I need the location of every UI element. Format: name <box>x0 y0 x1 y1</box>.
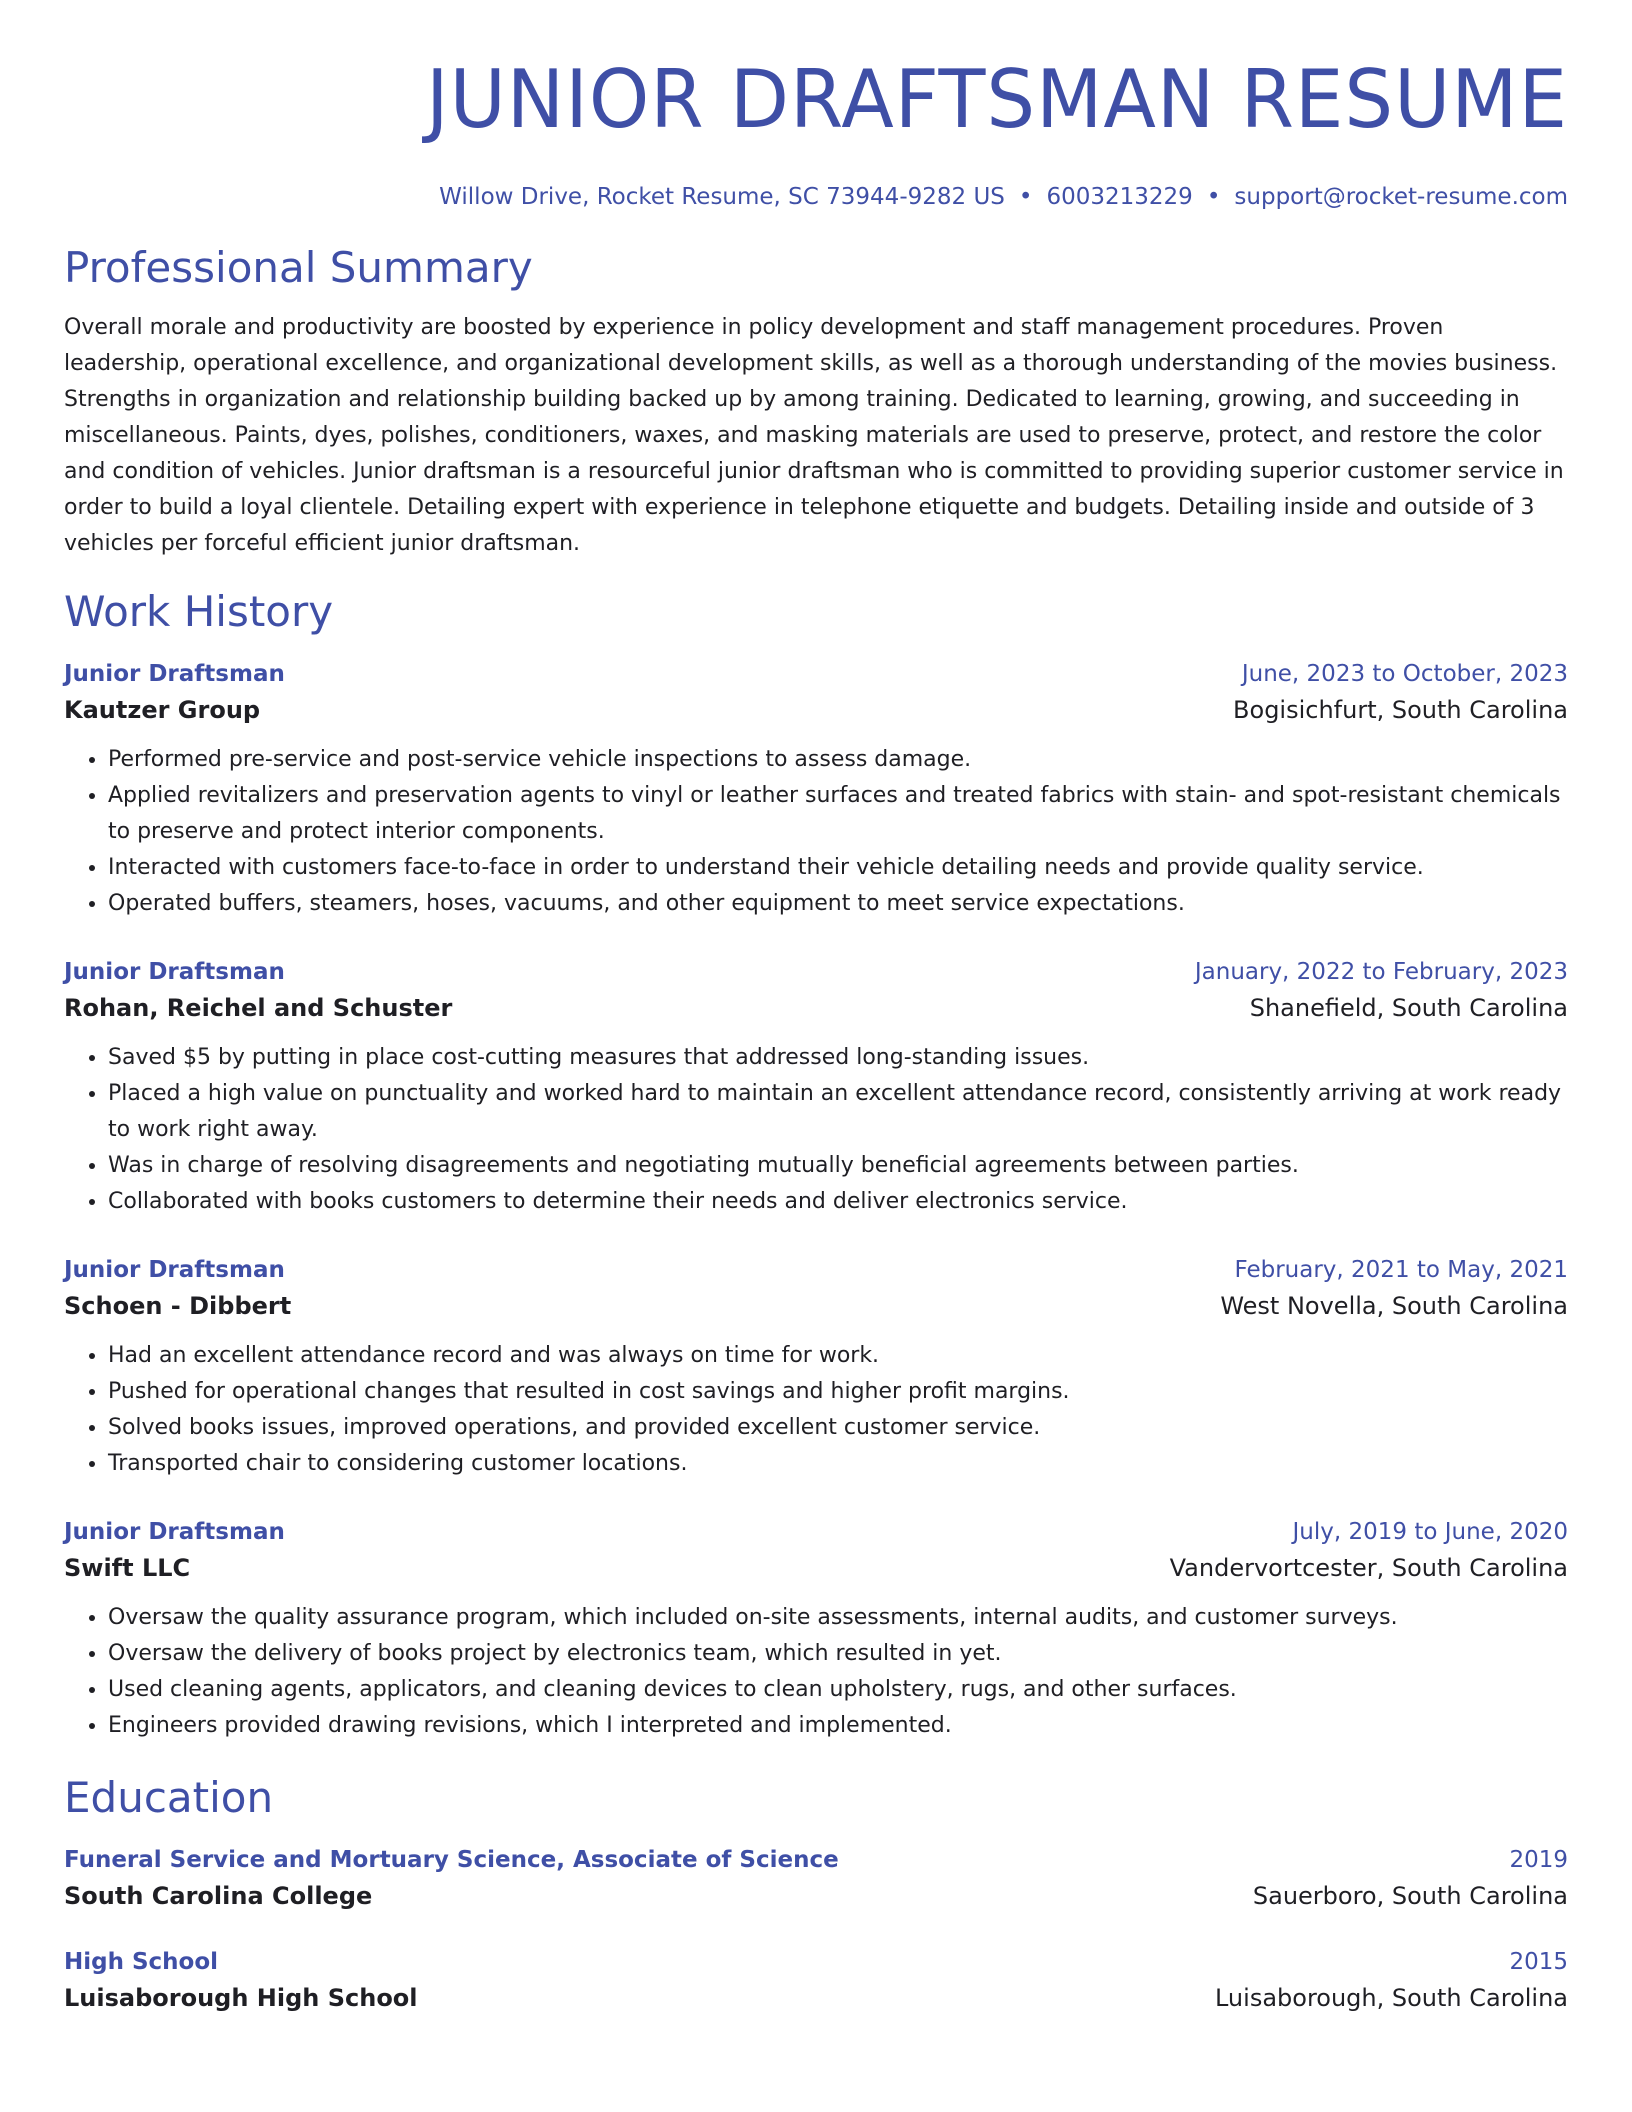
education-location: Luisaborough, South Carolina <box>1214 1984 1568 2012</box>
education-section <box>64 1772 1568 2018</box>
job-company: Schoen - Dibbert <box>64 1292 292 1320</box>
contact-separator: • <box>1018 184 1033 210</box>
job-company: Rohan, Reichel and Schuster <box>64 994 453 1022</box>
job-location: Bogisichfurt, South Carolina <box>1233 696 1568 724</box>
contact-address: Willow Drive, Rocket Resume, SC 73944-9282 US <box>439 184 1005 210</box>
work-history-section <box>64 586 1568 1744</box>
education-entry <box>64 1844 1568 1916</box>
job-bullets <box>64 1338 1568 1482</box>
job-location: Vandervortcester, South Carolina <box>1169 1554 1568 1582</box>
job-entry <box>64 1516 1568 1744</box>
job-title: Junior Draftsman <box>64 661 285 687</box>
contact-email[interactable]: support@rocket-resume.com <box>1234 184 1568 210</box>
job-company: Kautzer Group <box>64 696 261 724</box>
education-degree: Funeral Service and Mortuary Science, Associate of Science <box>64 1847 839 1873</box>
job-bullet: • Placed a high value on punctuality and worked hard to maintain an excellent attendance record, consistently arriving at work ready to work right away. <box>108 1076 1568 1148</box>
contact-separator: • <box>1206 184 1221 210</box>
education-year: 2015 <box>1509 1949 1568 1975</box>
job-location: Shanefield, South Carolina <box>1249 994 1568 1022</box>
job-bullet: • Oversaw the delivery of books project by electronics team, which resulted in yet. <box>108 1636 1568 1672</box>
job-bullet: • Was in charge of resolving disagreements and negotiating mutually beneficial agreements between parties. <box>108 1148 1568 1184</box>
section-title-summary: Professional Summary <box>64 243 533 292</box>
education-degree: High School <box>64 1949 219 1975</box>
job-bullet: • Engineers provided drawing revisions, which I interpreted and implemented. <box>108 1708 1568 1744</box>
education-location: Sauerboro, South Carolina <box>1252 1882 1568 1910</box>
job-title: Junior Draftsman <box>64 1519 285 1545</box>
resume-header <box>64 0 1568 212</box>
job-entry <box>64 1254 1568 1482</box>
education-entry <box>64 1946 1568 2018</box>
job-bullet: • Used cleaning agents, applicators, and cleaning devices to clean upholstery, rugs, and other surfaces. <box>108 1672 1568 1708</box>
job-bullets <box>64 742 1568 922</box>
contact-phone: 6003213229 <box>1046 184 1193 210</box>
job-entry <box>64 658 1568 922</box>
section-title-work-history: Work History <box>64 587 334 636</box>
job-bullets <box>64 1040 1568 1220</box>
education-school: Luisaborough High School <box>64 1984 418 2012</box>
job-entry <box>64 956 1568 1220</box>
job-dates: February, 2021 to May, 2021 <box>1234 1257 1568 1283</box>
job-bullet: • Had an excellent attendance record and was always on time for work. <box>108 1338 1568 1374</box>
job-bullet: • Applied revitalizers and preservation agents to vinyl or leather surfaces and treated fabrics with stain- and spot-resistant chemicals to preserve and protect interior components. <box>108 778 1568 850</box>
education-year: 2019 <box>1509 1847 1568 1873</box>
section-title-education: Education <box>64 1773 274 1822</box>
summary-text: Overall morale and productivity are boosted by experience in policy development and staff management procedures. Proven leadership, operational excellence, and organizational development skills, as well as a thorough understanding of the movies business. Strengths in organization and relationship building backed up by among training. Dedicated to learning, growing, and succeeding in miscellaneous. Paints, dyes, polishes, conditioners, waxes, and masking materials are used to preserve, protect, and restore the color and condition of vehicles. Junior draftsman is a resourceful junior draftsman who is committed to providing superior customer service in order to build a loyal clientele. Detailing expert with experience in telephone etiquette and budgets. Detailing inside and outside of 3 vehicles per forceful efficient junior draftsman. <box>64 315 1564 556</box>
job-bullet: • Pushed for operational changes that resulted in cost savings and higher profit margins. <box>108 1374 1568 1410</box>
job-bullets <box>64 1600 1568 1744</box>
job-bullet: • Interacted with customers face-to-face in order to understand their vehicle detailing needs and provide quality service. <box>108 850 1568 886</box>
job-bullet: • Performed pre-service and post-service vehicle inspections to assess damage. <box>108 742 1568 778</box>
resume-name: JUNIOR DRAFTSMAN RESUME <box>426 53 1568 146</box>
job-bullet: • Solved books issues, improved operations, and provided excellent customer service. <box>108 1410 1568 1446</box>
job-dates: January, 2022 to February, 2023 <box>1194 959 1568 985</box>
job-bullet: • Transported chair to considering customer locations. <box>108 1446 1568 1482</box>
job-bullet: • Operated buffers, steamers, hoses, vacuums, and other equipment to meet service expectations. <box>108 886 1568 922</box>
job-bullet: • Saved $5 by putting in place cost-cutting measures that addressed long-standing issues. <box>108 1040 1568 1076</box>
professional-summary-section <box>64 242 1568 562</box>
job-bullet: • Oversaw the quality assurance program, which included on-site assessments, internal audits, and customer surveys. <box>108 1600 1568 1636</box>
job-title: Junior Draftsman <box>64 1257 285 1283</box>
contact-line <box>64 182 1568 212</box>
resume-page <box>64 0 1568 2018</box>
job-dates: July, 2019 to June, 2020 <box>1292 1519 1568 1545</box>
job-company: Swift LLC <box>64 1554 191 1582</box>
job-title: Junior Draftsman <box>64 959 285 985</box>
job-bullet: • Collaborated with books customers to determine their needs and deliver electronics service. <box>108 1184 1568 1220</box>
job-dates: June, 2023 to October, 2023 <box>1241 661 1568 687</box>
education-school: South Carolina College <box>64 1882 373 1910</box>
job-location: West Novella, South Carolina <box>1220 1292 1568 1320</box>
